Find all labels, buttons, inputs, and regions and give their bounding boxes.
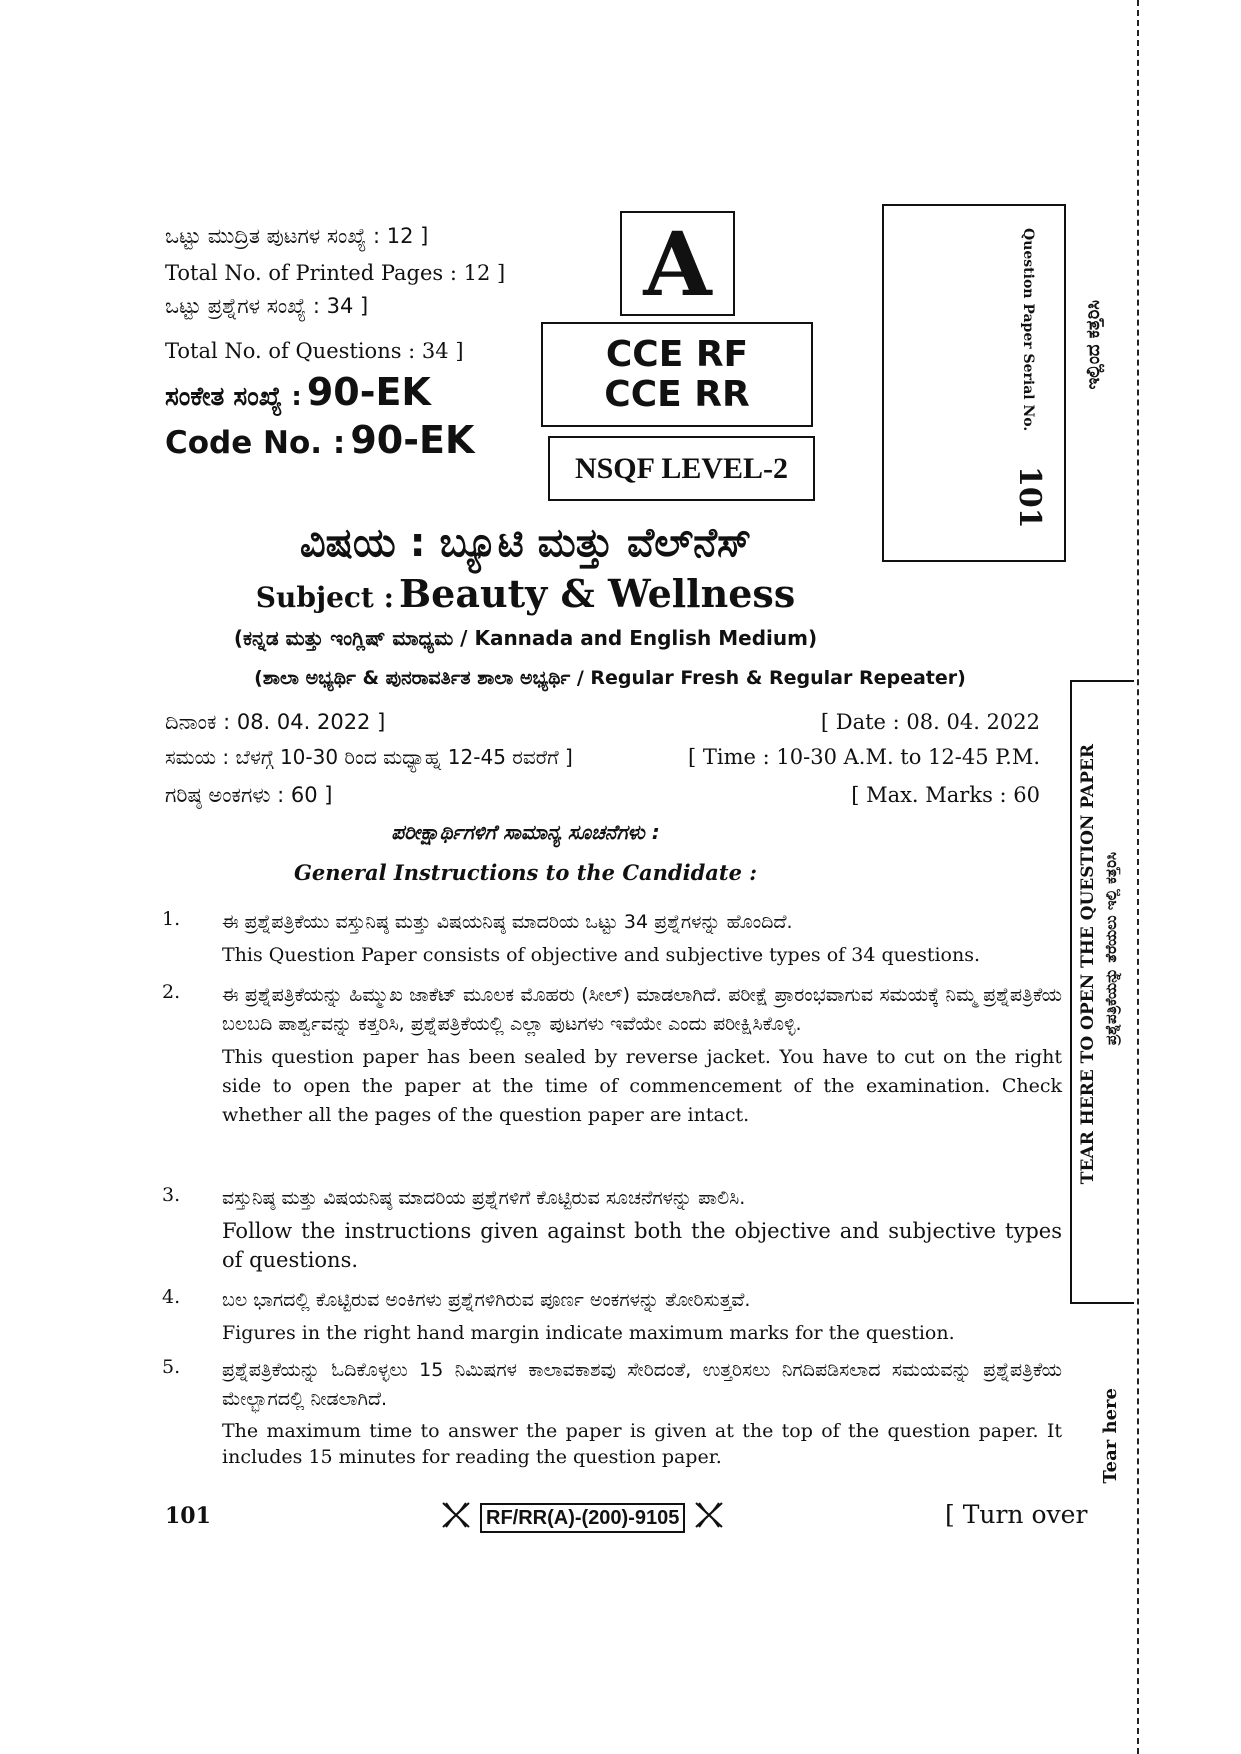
candidate-type: (ಶಾಲಾ ಅಭ್ಯರ್ಥಿ & ಪುನರಾವರ್ತಿತ ಶಾಲಾ ಅಭ್ಯರ್ಥಿ / Regular Fresh & Regular Repeater) <box>254 667 966 689</box>
serial-number: 101 <box>1012 466 1047 529</box>
cce-rr: CCE RR <box>604 373 750 415</box>
instruction-item-2 <box>162 981 1062 1130</box>
cce-rf: CCE RF <box>605 333 749 375</box>
instruction-number: 4. <box>162 1286 181 1308</box>
footer-center-code: RF/RR(A)-(200)-9105 <box>480 1503 685 1533</box>
instruction-kn: ಬಲ ಭಾಗದಲ್ಲಿ ಕೊಟ್ಟಿರುವ ಅಂಕಿಗಳು ಪ್ರಶ್ನೆಗಳಿಗಿರುವ ಪೂರ್ಣ ಅಂಕಗಳನ್ನು ತೋರಿಸುತ್ತವೆ. <box>222 1289 751 1311</box>
en-tear-open: TEAR HERE TO OPEN THE QUESTION PAPER <box>1078 744 1098 1185</box>
instruction-kn: ಈ ಪ್ರಶ್ನೆಪತ್ರಿಕೆಯು ವಸ್ತುನಿಷ್ಠ ಮತ್ತು ವಿಷಯನಿಷ್ಠ ಮಾದರಿಯ ಒಟ್ಟು 34 ಪ್ರಶ್ನೆಗಳನ್ನು ಹೊಂದಿದೆ. <box>222 911 793 933</box>
instruction-number: 2. <box>162 981 181 1003</box>
kn-date: ದಿನಾಂಕ : 08. 04. 2022 ] <box>165 710 386 734</box>
nsqf-level: NSQF LEVEL-2 <box>574 451 789 485</box>
instruction-kn: ಈ ಪ್ರಶ್ನೆಪತ್ರಿಕೆಯನ್ನು ಹಿಮ್ಮುಖ ಜಾಕೆಟ್ ಮೂಲಕ ಮೊಹರು (ಸೀಲ್) ಮಾಡಲಾಗಿದೆ. ಪರೀಕ್ಷೆ ಪ್ರಾರಂಭವಾಗುವ ಸಮಯಕ್ಕೆ ನಿಮ್ಮ ಪ್ರಶ್ನೆಪತ್ರಿಕೆಯ ಬಲಬದಿ ಪಾರ್ಶ್ವವನ್ನು ಕತ್ತರಿಸಿ, ಪ್ರಶ್ನೆಪತ್ರಿಕೆಯಲ್ಲಿ ಎಲ್ಲಾ ಪುಟಗಳು ಇವೆಯೇ ಎಂದು ಪರೀಕ್ಷಿಸಿಕೊಳ್ಳಿ. <box>222 984 1062 1035</box>
medium: (ಕನ್ನಡ ಮತ್ತು ಇಂಗ್ಲಿಷ್ ಮಾಧ್ಯಮ / Kannada and English Medium) <box>233 626 818 650</box>
instruction-kn: ಪ್ರಶ್ನೆಪತ್ರಿಕೆಯನ್ನು ಓದಿಕೊಳ್ಳಲು 15 ನಿಮಿಷಗಳ ಕಾಲಾವಕಾಶವು ಸೇರಿದಂತೆ, ಉತ್ತರಿಸಲು ನಿಗದಿಪಡಿಸಲಾದ ಸಮಯವನ್ನು ಪ್ರಶ್ನೆಪತ್ರಿಕೆಯ ಮೇಲ್ಭಾಗದಲ್ಲಿ ನೀಡಲಾಗಿದೆ. <box>222 1359 1062 1410</box>
en-time: [ Time : 10-30 A.M. to 12-45 P.M. <box>688 745 1040 769</box>
kn-tear-open: ಪ್ರಶ್ನೆಪತ್ರಿಕೆಯನ್ನು ತೆರೆಯಲು ಇಲ್ಲಿ ಕತ್ತರಿಸಿ <box>1102 852 1120 1046</box>
en-total-questions: Total No. of Questions : 34 ] <box>165 339 464 363</box>
instruction-number: 1. <box>162 908 181 930</box>
instruction-number: 5. <box>162 1356 181 1378</box>
instruction-item-4 <box>162 1286 1062 1348</box>
en-code-label: Code No. : <box>165 425 346 461</box>
serial-number-box <box>882 204 1066 562</box>
instruction-en: Follow the instructions given against both the objective and subjective types of questions. <box>222 1219 1062 1272</box>
kn-cut-here: ಇಲ್ಲಿಂದ ಕತ್ತರಿಸಿ <box>1083 300 1104 390</box>
footer-code-group <box>440 1500 725 1535</box>
en-code-line <box>165 418 474 462</box>
instruction-en: The maximum time to answer the paper is given at the top of the question paper. It includes 15 minutes for reading the question paper. <box>222 1420 1062 1468</box>
footer-turn-over: [ Turn over <box>945 1500 1088 1529</box>
en-subject-line <box>0 571 1241 616</box>
kn-total-pages: ಒಟ್ಟು ಮುದ್ರಿತ ಪುಟಗಳ ಸಂಖ್ಯೆ : 12 ] <box>165 224 429 248</box>
kn-code-line <box>165 370 431 414</box>
en-instructions-heading: General Instructions to the Candidate : <box>293 860 758 885</box>
en-marks: [ Max. Marks : 60 <box>851 783 1040 807</box>
footer-page-serial: 101 <box>165 1503 211 1529</box>
version-letter: A <box>643 211 712 316</box>
instruction-item-1 <box>162 908 1062 970</box>
kn-code-value: 90-EK <box>306 370 431 414</box>
kn-time: ಸಮಯ : ಬೆಳಗ್ಗೆ 10-30 ರಿಂದ ಮಧ್ಯಾಹ್ನ 12-45 ರವರೆಗೆ ] <box>165 745 573 769</box>
serial-label: Question Paper Serial No. <box>1020 228 1036 432</box>
cce-box <box>541 322 813 427</box>
ornament-icon <box>440 1500 472 1535</box>
nsqf-box <box>548 436 815 501</box>
en-subject-label: Subject : <box>255 581 394 614</box>
tear-here: Tear here <box>1100 1388 1121 1484</box>
instruction-en: This question paper has been sealed by reverse jacket. You have to cut on the right side to open the paper at the time of commencement of the examination. Check whether all the pages of the question paper are intact. <box>222 1046 1062 1126</box>
kn-instructions-heading: ಪರೀಕ್ಷಾರ್ಥಿಗಳಿಗೆ ಸಾಮಾನ್ಯ ಸೂಚನೆಗಳು : <box>391 820 660 844</box>
instruction-number: 3. <box>162 1184 181 1206</box>
version-box <box>620 211 735 316</box>
kn-subject: ವಿಷಯ : ಬ್ಯೂಟಿ ಮತ್ತು ವೆಲ್‌ನೆಸ್ <box>299 520 752 566</box>
en-code-value: 90-EK <box>350 418 475 462</box>
kn-code-label: ಸಂಕೇತ ಸಂಖ್ಯೆ : <box>165 382 302 412</box>
en-date: [ Date : 08. 04. 2022 <box>820 710 1040 734</box>
ornament-icon <box>693 1500 725 1535</box>
en-total-pages: Total No. of Printed Pages : 12 ] <box>165 261 506 285</box>
instruction-kn: ವಸ್ತುನಿಷ್ಠ ಮತ್ತು ವಿಷಯನಿಷ್ಠ ಮಾದರಿಯ ಪ್ರಶ್ನೆಗಳಿಗೆ ಕೊಟ್ಟಿರುವ ಸೂಚನೆಗಳನ್ನು ಪಾಲಿಸಿ. <box>222 1187 746 1209</box>
tear-strip-box <box>1070 680 1134 1304</box>
instruction-item-5 <box>162 1356 1062 1470</box>
kn-total-questions: ಒಟ್ಟು ಪ್ರಶ್ನೆಗಳ ಸಂಖ್ಯೆ : 34 ] <box>165 294 369 318</box>
instruction-en: Figures in the right hand margin indicate maximum marks for the question. <box>222 1322 955 1344</box>
en-subject-value: Beauty & Wellness <box>399 571 796 616</box>
instruction-en: This Question Paper consists of objective and subjective types of 34 questions. <box>222 944 981 966</box>
instruction-item-3 <box>162 1184 1062 1275</box>
kn-marks: ಗರಿಷ್ಠ ಅಂಕಗಳು : 60 ] <box>165 783 333 807</box>
